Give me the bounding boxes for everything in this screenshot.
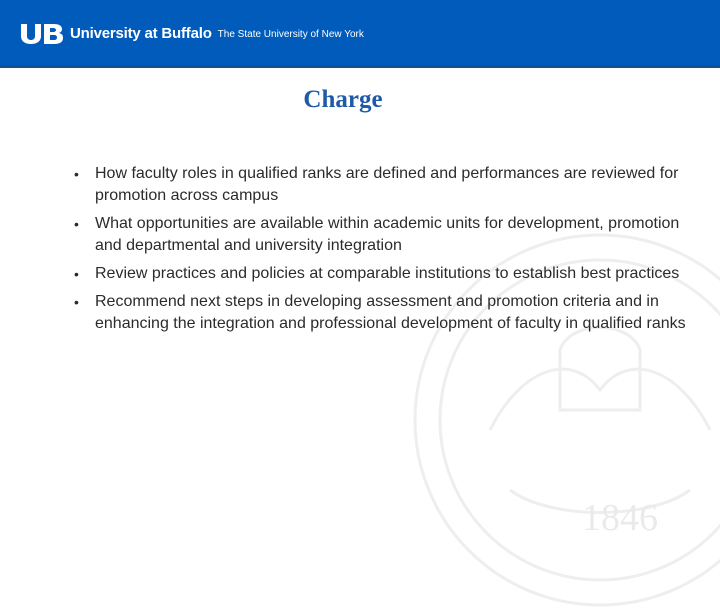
bullet-list [74,163,699,341]
university-logo[interactable] [20,22,364,44]
seal-year: 1846 [582,497,658,539]
bullet-item [74,163,699,207]
bullet-marker: • [74,266,79,282]
logo-name: University at Buffalo [70,24,212,42]
bullet-marker: • [74,216,79,232]
bullet-text: Review practices and policies at comparable institutions to establish best practices [95,265,680,282]
bullet-item [74,291,699,335]
bullet-item [74,213,699,257]
bullet-marker: • [74,166,79,182]
bullet-text: What opportunities are available within academic units for development, promotion and departmental and university integration [95,215,680,254]
logo-subtitle: The State University of New York [217,28,364,40]
bullet-text: Recommend next steps in developing assessment and promotion criteria and in enhancing the integration and professional development of faculty in qualified ranks [95,293,686,332]
bullet-text: How faculty roles in qualified ranks are defined and performances are reviewed for promotion across campus [95,165,679,204]
bullet-item [74,263,699,285]
header-bar [0,0,720,65]
header-divider [0,65,720,68]
bullet-marker: • [74,294,79,310]
ub-logo-icon [20,22,64,44]
slide-title: Charge [303,86,383,113]
